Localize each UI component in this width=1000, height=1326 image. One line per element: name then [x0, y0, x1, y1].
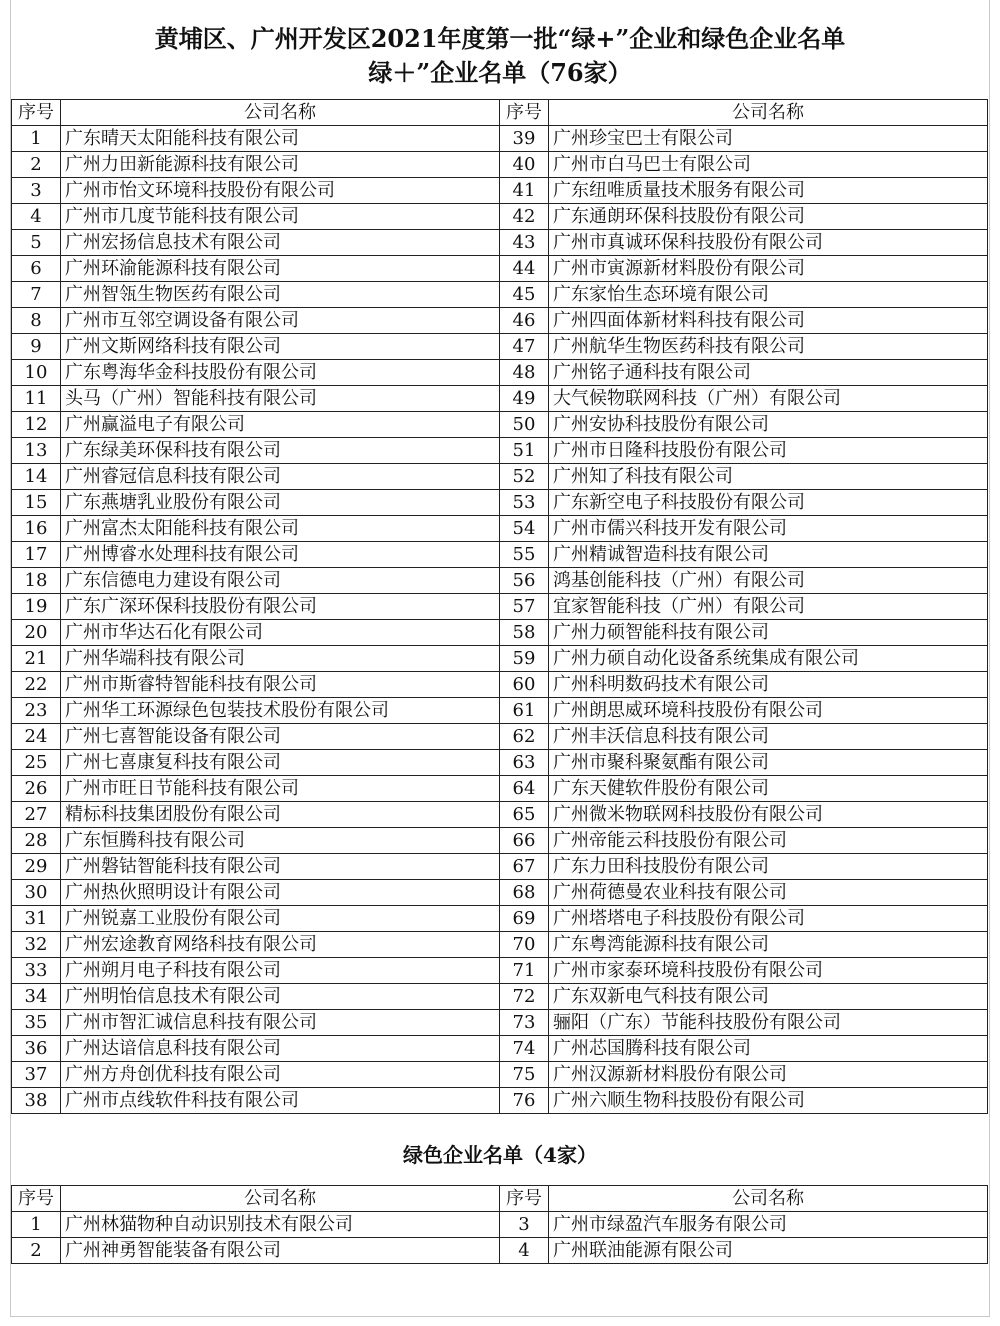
table-row: [12, 204, 988, 230]
company-name: 精标科技集团股份有限公司: [61, 802, 500, 828]
row-number: 33: [12, 958, 61, 984]
company-name: 广东粤湾能源科技有限公司: [549, 932, 988, 958]
row-number: 67: [500, 854, 549, 880]
company-name: 广州荷德曼农业科技有限公司: [549, 880, 988, 906]
company-name: 广州林猫物种自动识别技术有限公司: [61, 1212, 500, 1238]
row-number: 11: [12, 386, 61, 412]
table-row: [12, 334, 988, 360]
company-name: 广州力硕自动化设备系统集成有限公司: [549, 646, 988, 672]
company-name: 广州微米物联网科技股份有限公司: [549, 802, 988, 828]
table-row: [12, 932, 988, 958]
company-name: 广州热伙照明设计有限公司: [61, 880, 500, 906]
row-number: 58: [500, 620, 549, 646]
row-number: 18: [12, 568, 61, 594]
company-name: 广州七喜智能设备有限公司: [61, 724, 500, 750]
row-number: 10: [12, 360, 61, 386]
row-number: 57: [500, 594, 549, 620]
company-name: 广州航华生物医药科技有限公司: [549, 334, 988, 360]
table-row: [12, 1212, 988, 1238]
row-number: 29: [12, 854, 61, 880]
company-name: 广州华端科技有限公司: [61, 646, 500, 672]
row-number: 17: [12, 542, 61, 568]
company-name: 广东广深环保科技股份有限公司: [61, 594, 500, 620]
table-row: [12, 776, 988, 802]
table-row: [12, 698, 988, 724]
table-row: [12, 958, 988, 984]
row-number: 46: [500, 308, 549, 334]
table-row: [12, 594, 988, 620]
row-number: 9: [12, 334, 61, 360]
row-number: 3: [500, 1212, 549, 1238]
table-row: [12, 126, 988, 152]
row-number: 23: [12, 698, 61, 724]
company-name: 宜家智能科技（广州）有限公司: [549, 594, 988, 620]
row-number: 43: [500, 230, 549, 256]
table-row: [12, 1238, 988, 1264]
company-name: 广州达谙信息科技有限公司: [61, 1036, 500, 1062]
company-name: 广州铭子通科技有限公司: [549, 360, 988, 386]
company-name: 广东双新电气科技有限公司: [549, 984, 988, 1010]
row-number: 20: [12, 620, 61, 646]
company-name: 头马（广州）智能科技有限公司: [61, 386, 500, 412]
table-header-row: [12, 1186, 988, 1212]
row-number: 19: [12, 594, 61, 620]
company-name: 广州市寅源新材料股份有限公司: [549, 256, 988, 282]
table-row: [12, 880, 988, 906]
table-row: [12, 542, 988, 568]
company-name: 广州安协科技股份有限公司: [549, 412, 988, 438]
row-number: 4: [500, 1238, 549, 1264]
row-number: 61: [500, 698, 549, 724]
row-number: 74: [500, 1036, 549, 1062]
company-name: 广州宏扬信息技术有限公司: [61, 230, 500, 256]
row-number: 44: [500, 256, 549, 282]
table-row: [12, 984, 988, 1010]
company-name: 广州朔月电子科技有限公司: [61, 958, 500, 984]
row-number: 64: [500, 776, 549, 802]
row-number: 51: [500, 438, 549, 464]
table-row: [12, 230, 988, 256]
row-number: 32: [12, 932, 61, 958]
row-number: 76: [500, 1088, 549, 1114]
company-name: 大气候物联网科技（广州）有限公司: [549, 386, 988, 412]
row-number: 35: [12, 1010, 61, 1036]
company-name: 广州市真诚环保科技股份有限公司: [549, 230, 988, 256]
row-number: 38: [12, 1088, 61, 1114]
company-name: 广州精诚智造科技有限公司: [549, 542, 988, 568]
row-number: 13: [12, 438, 61, 464]
row-number: 5: [12, 230, 61, 256]
company-name: 广州智瓴生物医药有限公司: [61, 282, 500, 308]
company-name: 广州文斯网络科技有限公司: [61, 334, 500, 360]
company-name: 广州明怡信息技术有限公司: [61, 984, 500, 1010]
company-name: 广州睿冠信息科技有限公司: [61, 464, 500, 490]
row-number: 3: [12, 178, 61, 204]
header-name: 公司名称: [61, 100, 500, 126]
row-number: 49: [500, 386, 549, 412]
green-plus-table: [11, 99, 988, 1114]
company-name: 广州六顺生物科技股份有限公司: [549, 1088, 988, 1114]
table-row: [12, 828, 988, 854]
row-number: 73: [500, 1010, 549, 1036]
company-name: 广州力硕智能科技有限公司: [549, 620, 988, 646]
company-name: 广东天健软件股份有限公司: [549, 776, 988, 802]
row-number: 50: [500, 412, 549, 438]
header-no: 序号: [12, 100, 61, 126]
row-number: 37: [12, 1062, 61, 1088]
row-number: 54: [500, 516, 549, 542]
company-name: 广州市绿盈汽车服务有限公司: [549, 1212, 988, 1238]
row-number: 52: [500, 464, 549, 490]
row-number: 12: [12, 412, 61, 438]
company-name: 鸿基创能科技（广州）有限公司: [549, 568, 988, 594]
row-number: 24: [12, 724, 61, 750]
row-number: 56: [500, 568, 549, 594]
company-name: 广东恒腾科技有限公司: [61, 828, 500, 854]
company-name: 广州七喜康复科技有限公司: [61, 750, 500, 776]
section-title-green-plus: 绿＋”企业名单（76家）: [368, 58, 632, 87]
table-row: [12, 1062, 988, 1088]
company-name: 广东纽唯质量技术服务有限公司: [549, 178, 988, 204]
company-name: 广州朗思威环境科技股份有限公司: [549, 698, 988, 724]
company-name: 广州市怡文环境科技股份有限公司: [61, 178, 500, 204]
section-title-green: 绿色企业名单（4家）: [403, 1143, 597, 1167]
row-number: 1: [12, 1212, 61, 1238]
row-number: 2: [12, 1238, 61, 1264]
row-number: 36: [12, 1036, 61, 1062]
table-row: [12, 464, 988, 490]
company-name: 广州帝能云科技股份有限公司: [549, 828, 988, 854]
row-number: 75: [500, 1062, 549, 1088]
company-name: 广东燕塘乳业股份有限公司: [61, 490, 500, 516]
header-no: 序号: [12, 1186, 61, 1212]
row-number: 42: [500, 204, 549, 230]
company-name: 广东力田科技股份有限公司: [549, 854, 988, 880]
table-row: [12, 438, 988, 464]
row-number: 47: [500, 334, 549, 360]
row-number: 4: [12, 204, 61, 230]
company-name: 广东家怡生态环境有限公司: [549, 282, 988, 308]
company-name: 广州华工环源绿色包装技术股份有限公司: [61, 698, 500, 724]
company-name: 广州塔塔电子科技股份有限公司: [549, 906, 988, 932]
company-name: 广东粤海华金科技股份有限公司: [61, 360, 500, 386]
company-name: 广州珍宝巴士有限公司: [549, 126, 988, 152]
table-row: [12, 724, 988, 750]
table-row: [12, 1036, 988, 1062]
company-name: 广州市点线软件科技有限公司: [61, 1088, 500, 1114]
row-number: 15: [12, 490, 61, 516]
table-row: [12, 490, 988, 516]
row-number: 28: [12, 828, 61, 854]
table-row: [12, 568, 988, 594]
row-number: 21: [12, 646, 61, 672]
company-name: 广州力田新能源科技有限公司: [61, 152, 500, 178]
company-name: 广州丰沃信息科技有限公司: [549, 724, 988, 750]
table-row: [12, 646, 988, 672]
row-number: 41: [500, 178, 549, 204]
row-number: 22: [12, 672, 61, 698]
header-no: 序号: [500, 100, 549, 126]
row-number: 59: [500, 646, 549, 672]
company-name: 广州磐钴智能科技有限公司: [61, 854, 500, 880]
company-name: 广州市几度节能科技有限公司: [61, 204, 500, 230]
table-row: [12, 256, 988, 282]
row-number: 65: [500, 802, 549, 828]
row-number: 72: [500, 984, 549, 1010]
table-row: [12, 412, 988, 438]
table-header-row: [12, 100, 988, 126]
company-name: 广州市华达石化有限公司: [61, 620, 500, 646]
table-row: [12, 516, 988, 542]
green-table: [11, 1185, 988, 1264]
company-name: 广东绿美环保科技有限公司: [61, 438, 500, 464]
row-number: 55: [500, 542, 549, 568]
document-title: 黄埔区、广州开发区2021年度第一批“绿+”企业和绿色企业名单: [154, 24, 846, 53]
header-name: 公司名称: [549, 1186, 988, 1212]
row-number: 25: [12, 750, 61, 776]
company-name: 广州方舟创优科技有限公司: [61, 1062, 500, 1088]
row-number: 71: [500, 958, 549, 984]
company-name: 广州市斯睿特智能科技有限公司: [61, 672, 500, 698]
company-name: 广州市聚科聚氨酯有限公司: [549, 750, 988, 776]
table-row: [12, 620, 988, 646]
company-name: 广州市儒兴科技开发有限公司: [549, 516, 988, 542]
company-name: 广州市旺日节能科技有限公司: [61, 776, 500, 802]
row-number: 7: [12, 282, 61, 308]
company-name: 广州锐嘉工业股份有限公司: [61, 906, 500, 932]
table-row: [12, 1010, 988, 1036]
table-row: [12, 672, 988, 698]
table-row: [12, 386, 988, 412]
row-number: 34: [12, 984, 61, 1010]
company-name: 广州赢溢电子有限公司: [61, 412, 500, 438]
row-number: 8: [12, 308, 61, 334]
table-row: [12, 750, 988, 776]
company-name: 广州富杰太阳能科技有限公司: [61, 516, 500, 542]
row-number: 14: [12, 464, 61, 490]
row-number: 70: [500, 932, 549, 958]
header-name: 公司名称: [549, 100, 988, 126]
row-number: 69: [500, 906, 549, 932]
row-number: 6: [12, 256, 61, 282]
company-name: 骊阳（广东）节能科技股份有限公司: [549, 1010, 988, 1036]
row-number: 62: [500, 724, 549, 750]
table-row: [12, 906, 988, 932]
table-row: [12, 282, 988, 308]
company-name: 广州科明数码技术有限公司: [549, 672, 988, 698]
company-name: 广东新空电子科技股份有限公司: [549, 490, 988, 516]
company-name: 广州市智汇诚信息科技有限公司: [61, 1010, 500, 1036]
company-name: 广州市互邻空调设备有限公司: [61, 308, 500, 334]
row-number: 27: [12, 802, 61, 828]
row-number: 40: [500, 152, 549, 178]
company-name: 广东信德电力建设有限公司: [61, 568, 500, 594]
table-row: [12, 308, 988, 334]
table-row: [12, 854, 988, 880]
company-name: 广州博睿水处理科技有限公司: [61, 542, 500, 568]
company-name: 广州联油能源有限公司: [549, 1238, 988, 1264]
company-name: 广东通朗环保科技股份有限公司: [549, 204, 988, 230]
header-name: 公司名称: [61, 1186, 500, 1212]
row-number: 66: [500, 828, 549, 854]
table-row: [12, 152, 988, 178]
row-number: 45: [500, 282, 549, 308]
company-name: 广东晴天太阳能科技有限公司: [61, 126, 500, 152]
row-number: 39: [500, 126, 549, 152]
table-row: [12, 360, 988, 386]
company-name: 广州神勇智能装备有限公司: [61, 1238, 500, 1264]
company-name: 广州汉源新材料股份有限公司: [549, 1062, 988, 1088]
row-number: 48: [500, 360, 549, 386]
row-number: 26: [12, 776, 61, 802]
row-number: 68: [500, 880, 549, 906]
row-number: 30: [12, 880, 61, 906]
company-name: 广州市日隆科技股份有限公司: [549, 438, 988, 464]
row-number: 60: [500, 672, 549, 698]
row-number: 31: [12, 906, 61, 932]
header-no: 序号: [500, 1186, 549, 1212]
row-number: 53: [500, 490, 549, 516]
row-number: 63: [500, 750, 549, 776]
company-name: 广州宏途教育网络科技有限公司: [61, 932, 500, 958]
company-name: 广州环渝能源科技有限公司: [61, 256, 500, 282]
company-name: 广州四面体新材料科技有限公司: [549, 308, 988, 334]
table-row: [12, 178, 988, 204]
company-name: 广州芯国腾科技有限公司: [549, 1036, 988, 1062]
table-row: [12, 802, 988, 828]
row-number: 1: [12, 126, 61, 152]
company-name: 广州市白马巴士有限公司: [549, 152, 988, 178]
company-name: 广州市家泰环境科技股份有限公司: [549, 958, 988, 984]
row-number: 16: [12, 516, 61, 542]
company-name: 广州知了科技有限公司: [549, 464, 988, 490]
table-row: [12, 1088, 988, 1114]
row-number: 2: [12, 152, 61, 178]
